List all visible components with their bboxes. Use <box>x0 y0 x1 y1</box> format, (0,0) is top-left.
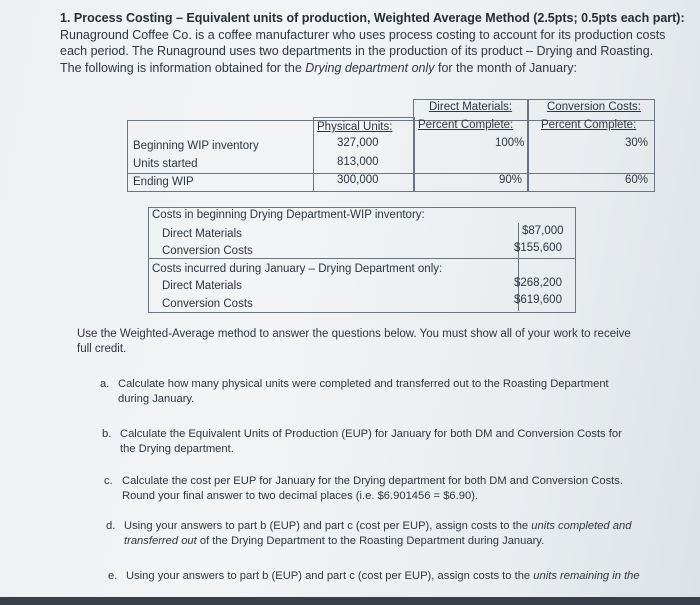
row-label-beginning-wip: Beginning WIP inventory <box>133 140 259 152</box>
question-d-line-2-emphasis: transferred out <box>124 535 197 547</box>
january-dm-label: Direct Materials <box>162 280 242 292</box>
question-c-letter: c. <box>104 475 113 487</box>
costs-section-divider <box>148 258 576 259</box>
row-divider <box>127 173 655 174</box>
question-e-letter: e. <box>108 570 118 582</box>
question-e <box>108 569 688 587</box>
question-e-line-1 <box>126 569 640 584</box>
beginning-wip-physical: 327,000 <box>337 137 379 149</box>
question-d-line-1 <box>124 519 631 534</box>
question-c-text <box>122 474 623 504</box>
units-started-physical: 813,000 <box>337 156 379 168</box>
question-e-text <box>126 569 640 584</box>
beginning-cc-label: Conversion Costs <box>162 245 253 257</box>
question-d-text <box>124 519 631 549</box>
units-table <box>127 99 655 192</box>
question-b-text <box>120 427 622 457</box>
question-b <box>102 427 682 459</box>
intro-line-3-post: for the month of January: <box>434 60 577 75</box>
question-a <box>100 377 680 409</box>
instructions-line-2: full credit. <box>77 343 127 355</box>
question-d-line-1-pre: Using your answers to part b (EUP) and part c (cost per EUP), assign costs to the <box>124 520 532 532</box>
january-dm-value: $268,200 <box>514 277 562 289</box>
question-b-line-1: Calculate the Equivalent Units of Production (EUP) for January for both DM and Conversion Costs for <box>120 428 622 440</box>
instructions-line-1: Use the Weighted-Average method to answer the questions below. You must show all of your work to receive <box>77 328 631 340</box>
ending-wip-dm: 90% <box>499 174 523 186</box>
costs-table <box>148 207 576 313</box>
january-cc-value: $619,600 <box>514 294 562 306</box>
beginning-cc-value: $155,600 <box>514 242 562 254</box>
question-b-line-2: the Drying department. <box>120 443 234 455</box>
intro-line-3-emphasis: Drying department only <box>305 60 435 75</box>
problem-title: 1. Process Costing – Equivalent units of production, Weighted Average Method (2.5pts; 0.5pts each part): <box>60 11 685 25</box>
intro-line-3-pre: The following is information obtained for the <box>60 60 306 75</box>
question-d-line-2-post: of the Drying Department to the Roasting Department during January. <box>196 535 545 547</box>
question-b-letter: b. <box>102 428 112 440</box>
beginning-dm-value: $87,000 <box>522 225 564 237</box>
question-c-line-2: Round your final answer to two decimal places (i.e. $6.901456 = $6.90). <box>122 490 479 502</box>
question-e-line-1-emphasis: units remaining in the <box>533 570 640 582</box>
question-a-text <box>118 377 609 407</box>
intro-line-3 <box>60 60 690 77</box>
question-c-line-1: Calculate the cost per EUP for January for the Drying department for both DM and Conversion Costs. <box>122 475 623 487</box>
question-c <box>104 474 684 506</box>
beginning-dm-label: Direct Materials <box>162 228 242 240</box>
header-physical-units: Physical Units: <box>317 121 393 133</box>
question-d-line-1-emphasis: units completed and <box>531 520 632 532</box>
question-a-line-2: during January. <box>118 393 195 405</box>
header-cc-bottom: Percent Complete: <box>541 119 637 131</box>
ending-wip-physical: 300,000 <box>337 174 379 186</box>
question-e-line-1-pre: Using your answers to part b (EUP) and part c (cost per EUP), assign costs to the <box>126 570 534 582</box>
question-d-line-2 <box>124 534 631 549</box>
intro-line-2: each period. The Runaground uses two departments in the production of its product – Drying and Roasting. <box>60 44 654 58</box>
intro-line-1: Runaground Coffee Co. is a coffee manufacturer who uses process costing to account for its production costs <box>60 27 666 42</box>
page-bottom-edge <box>0 597 700 605</box>
row-label-ending-wip: Ending WIP <box>133 176 194 188</box>
problem-intro <box>60 10 690 76</box>
question-a-line-1: Calculate how many physical units were completed and transferred out to the Roasting Department <box>118 378 609 390</box>
beginning-wip-costs-header: Costs in beginning Drying Department-WIP inventory: <box>152 209 425 221</box>
january-cc-label: Conversion Costs <box>162 298 253 310</box>
question-d <box>106 519 686 551</box>
header-dm-bottom: Percent Complete: <box>418 119 514 131</box>
instructions <box>77 327 687 357</box>
row-label-units-started: Units started <box>133 158 198 170</box>
question-a-letter: a. <box>100 378 110 390</box>
january-costs-header: Costs incurred during January – Drying Department only: <box>152 263 443 275</box>
header-cc-top: Conversion Costs: <box>547 101 641 113</box>
question-d-letter: d. <box>106 520 116 532</box>
ending-wip-cc: 60% <box>625 174 649 186</box>
header-dm-top: Direct Materials: <box>429 101 513 113</box>
beginning-wip-cc: 30% <box>625 137 649 149</box>
beginning-wip-dm: 100% <box>495 137 525 149</box>
